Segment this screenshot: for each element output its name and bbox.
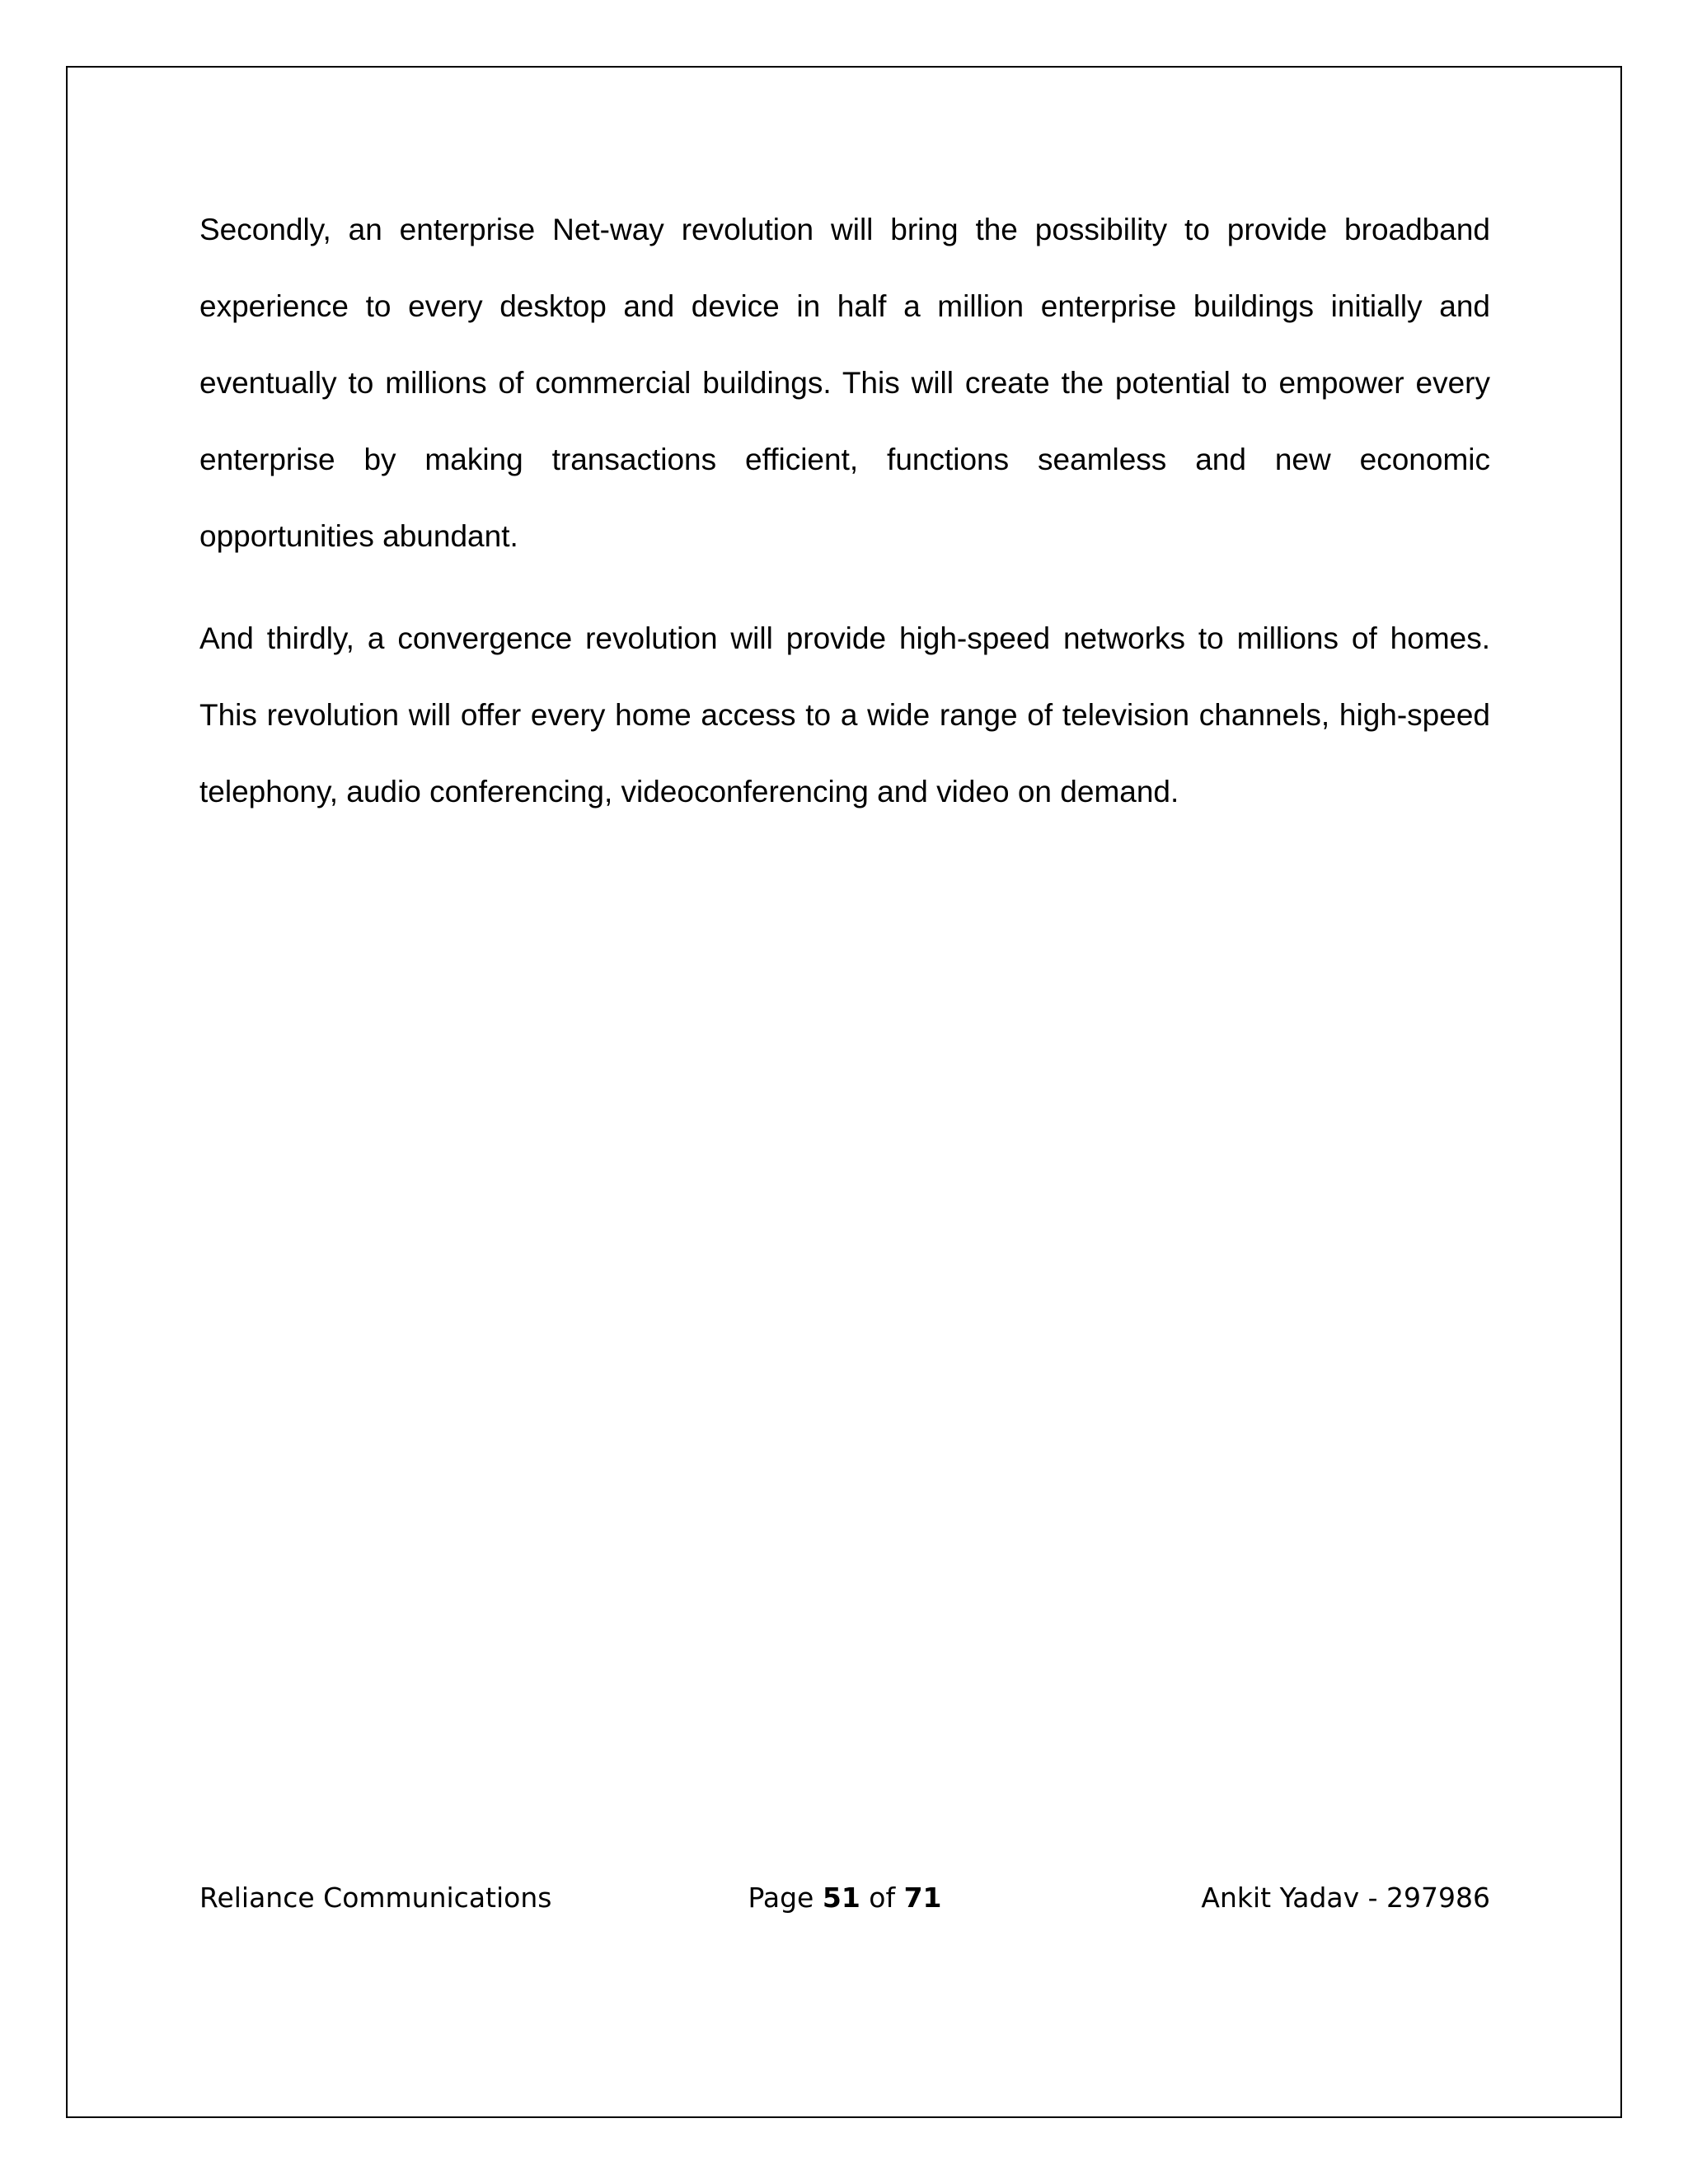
page-number-total: 71 [903,1882,942,1914]
page-number-prefix: Page [748,1882,823,1914]
page-number-current: 51 [822,1882,860,1914]
body-paragraph: Secondly, an enterprise Net-way revolution will bring the possibility to provide broadband experience to every desktop and device in half a million enterprise buildings initially and eventually to millions of commercial buildings. This will create the potential to empower every enterprise by making transactions efficient, functions seamless and new economic opportunities abundant. [199,213,1490,553]
body-paragraph: And thirdly, a convergence revolution will provide high-speed networks to millions of homes. This revolution will offer every home access to a wide range of television channels, high-speed telephony, audio conferencing, videoconferencing and video on demand. [199,621,1490,808]
page-footer [199,1879,1490,1917]
footer-author: Ankit Yadav - 297986 [1201,1882,1490,1914]
document-body [199,191,1490,830]
footer-company: Reliance Communications [199,1882,552,1914]
page-number-of: of [860,1882,904,1914]
